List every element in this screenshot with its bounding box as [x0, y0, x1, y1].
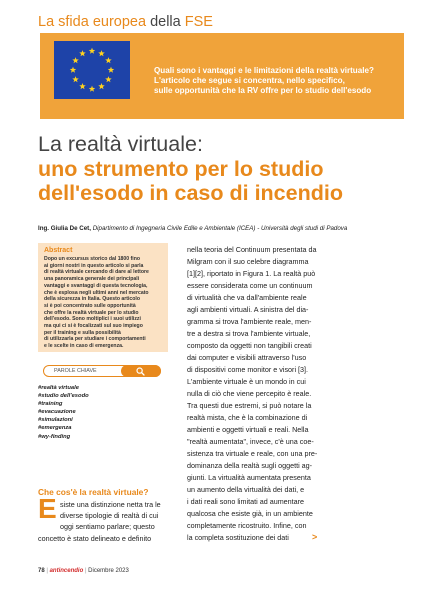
issue-date: Dicembre 2023 [88, 568, 129, 574]
flag-star-icon [79, 50, 85, 56]
keywords-search-bar[interactable] [43, 365, 161, 377]
abstract-heading: Abstract [44, 247, 73, 254]
flag-star-icon [108, 67, 114, 73]
body-line: L'ambiente virtuale è un mondo in cui [187, 377, 306, 386]
body-line: siste una distinzione netta tra le [60, 500, 161, 509]
footer-separator: | [46, 568, 48, 574]
series-title-part: La sfida europea [38, 14, 147, 30]
abstract-line: una panoramica generale dei principali [44, 276, 140, 283]
body-line: nella teoria del Continuum presentata da [187, 245, 317, 254]
article-title-line-3: dell'esodo in caso di incendio [38, 181, 343, 205]
abstract-line: di utilizzarla per studiare i comportamenti [44, 336, 146, 343]
flag-star-icon [79, 83, 85, 89]
banner-line: Quali sono i vantaggi e le limitazioni della realtà virtuale? [154, 66, 374, 75]
abstract-line: si è poi concentrato sulle opportunità [44, 302, 136, 309]
body-line: ambienti e oggetti virtuali e reali. Nella [187, 425, 309, 434]
author-byline [38, 225, 347, 232]
abstract-line: dell'esodo. Sono moltiplici i suoi utilizzi [44, 316, 141, 323]
banner-line: L'articolo che segue si concentra, nello specifico, [154, 76, 345, 85]
body-line: [1][2], riportato in Figura 1. La realtà può [187, 269, 316, 278]
body-line: diverse tipologie di realtà di cui [60, 511, 159, 520]
body-line: giunti. La virtualità aumentata presenta [187, 473, 311, 482]
body-line: dominanza della realtà sugli oggetti ag- [187, 461, 313, 470]
hashtag-item[interactable]: #emergenza [38, 425, 72, 432]
abstract-line: ma qui ci si è focalizzati sul suo impiego [44, 323, 143, 330]
page-number: 78 [38, 568, 45, 574]
body-line: gramma si trova l'ambiente reale, men- [187, 317, 312, 326]
flag-star-icon [72, 76, 78, 82]
section-heading: Che cos'è la realtà virtuale? [38, 487, 149, 497]
drop-cap: E [38, 493, 57, 524]
abstract-body [44, 256, 162, 350]
hashtag-item[interactable]: #training [38, 401, 63, 408]
body-line: Tra questi due estremi, si può notare la [187, 401, 312, 410]
abstract-line: ai giorni nostri in questo articolo si parla [44, 262, 144, 269]
article-title-line-1: La realtà virtuale: [38, 132, 203, 156]
flag-star-icon [98, 50, 104, 56]
flag-star-icon [70, 67, 76, 73]
author-affiliation: Dipartimento di Ingegneria Civile Edile e Ambientale (ICEA) - Università degli studi di Padova [92, 225, 348, 232]
eu-flag-icon [54, 41, 130, 99]
series-title-acronym: FSE [184, 14, 213, 30]
article-title-highlight [38, 157, 343, 205]
flag-star-icon [105, 76, 111, 82]
body-line: di dispositivi come monitor e visori [3]. [187, 365, 309, 374]
body-line: sistenza tra virtuale e reale, con una pre- [187, 449, 318, 458]
abstract-line: che è esplosa negli ultimi anni nel mercato [44, 289, 149, 296]
body-line: nulla di ciò che viene percepito è reale. [187, 389, 312, 398]
body-line: composto da oggetti non tangibili creati [187, 341, 312, 350]
flag-star-icon [72, 57, 78, 63]
abstract-line: della sicurezza in Italia. Questo articolo [44, 296, 140, 303]
body-line: oggi sentiamo parlare; questo [60, 522, 155, 531]
page-footer [38, 568, 129, 574]
flag-star-icon [89, 86, 95, 92]
hashtag-item[interactable]: #studio dell'esodo [38, 393, 89, 400]
article-title-line-2: uno strumento per lo studio [38, 157, 324, 181]
abstract-line: che offre la realtà virtuale per lo studio [44, 309, 139, 316]
body-line: realtà mista, che è la combinazione di [187, 413, 308, 422]
flag-star-icon [105, 57, 111, 63]
abstract-line: per il training e sulla possibilità [44, 329, 121, 336]
abstract-line: Dopo un excursus storico dal 1800 fino [44, 256, 140, 262]
body-line: qualcosa che esiste già, in un ambiente [187, 509, 313, 518]
body-line: di virtualità che va dall'ambiente reale [187, 293, 307, 302]
abstract-line: di realtà virtuale cercando di dare al lettore [44, 269, 149, 276]
keywords-label: PAROLE CHIAVE [54, 368, 97, 374]
body-line: Milgram con il suo celebre diagramma [187, 257, 309, 266]
series-header [38, 14, 213, 30]
body-line: un aumento della virtualità dei dati, e [187, 485, 305, 494]
continue-arrow-icon: > [312, 532, 318, 542]
intro-banner [40, 33, 404, 119]
flag-star-icon [89, 48, 95, 54]
body-line: i dati reali sono limitati ad aumentare [187, 497, 305, 506]
hashtag-item[interactable]: #evacuazione [38, 409, 76, 416]
banner-line: sulle opportunità che la RV offre per lo studio dell'esodo [154, 86, 372, 95]
hashtag-item[interactable]: #simulazioni [38, 417, 73, 424]
hashtag-list [38, 384, 148, 441]
flag-star-icon [98, 83, 104, 89]
abstract-line: vantaggi e svantaggi di questa tecnologia, [44, 282, 148, 289]
keywords-search-button[interactable] [121, 365, 161, 377]
banner-lead [154, 66, 404, 96]
magazine-brand: antincendio [49, 568, 84, 574]
abstract-box [38, 243, 168, 352]
body-line: concetto è stato delineato e definito [38, 534, 152, 543]
body-line: completamente ricostruito. Infine, con [187, 521, 307, 530]
body-line: agli ambienti virtuali. A sinistra del dia- [187, 305, 309, 314]
body-line: essere considerata come un continuum [187, 281, 313, 290]
series-title-connector: della [150, 14, 181, 30]
body-line: dai computer e visibili attraverso l'uso [187, 353, 307, 362]
body-line: la completa sostituzione dei dati [187, 533, 289, 542]
footer-separator: | [84, 568, 87, 574]
author-name: Ing. Giulia De Cet, [38, 225, 91, 232]
body-line: tre a destra si trova l'ambiente virtuale, [187, 329, 311, 338]
abstract-line: e le scelte in caso di emergenza. [44, 343, 124, 350]
body-line: "realtà aumentata", invece, c'è una coe- [187, 437, 314, 446]
hashtag-item[interactable]: #wy-finding [38, 433, 71, 440]
search-icon [136, 367, 145, 376]
hashtag-item[interactable]: #realtà virtuale [38, 385, 79, 391]
